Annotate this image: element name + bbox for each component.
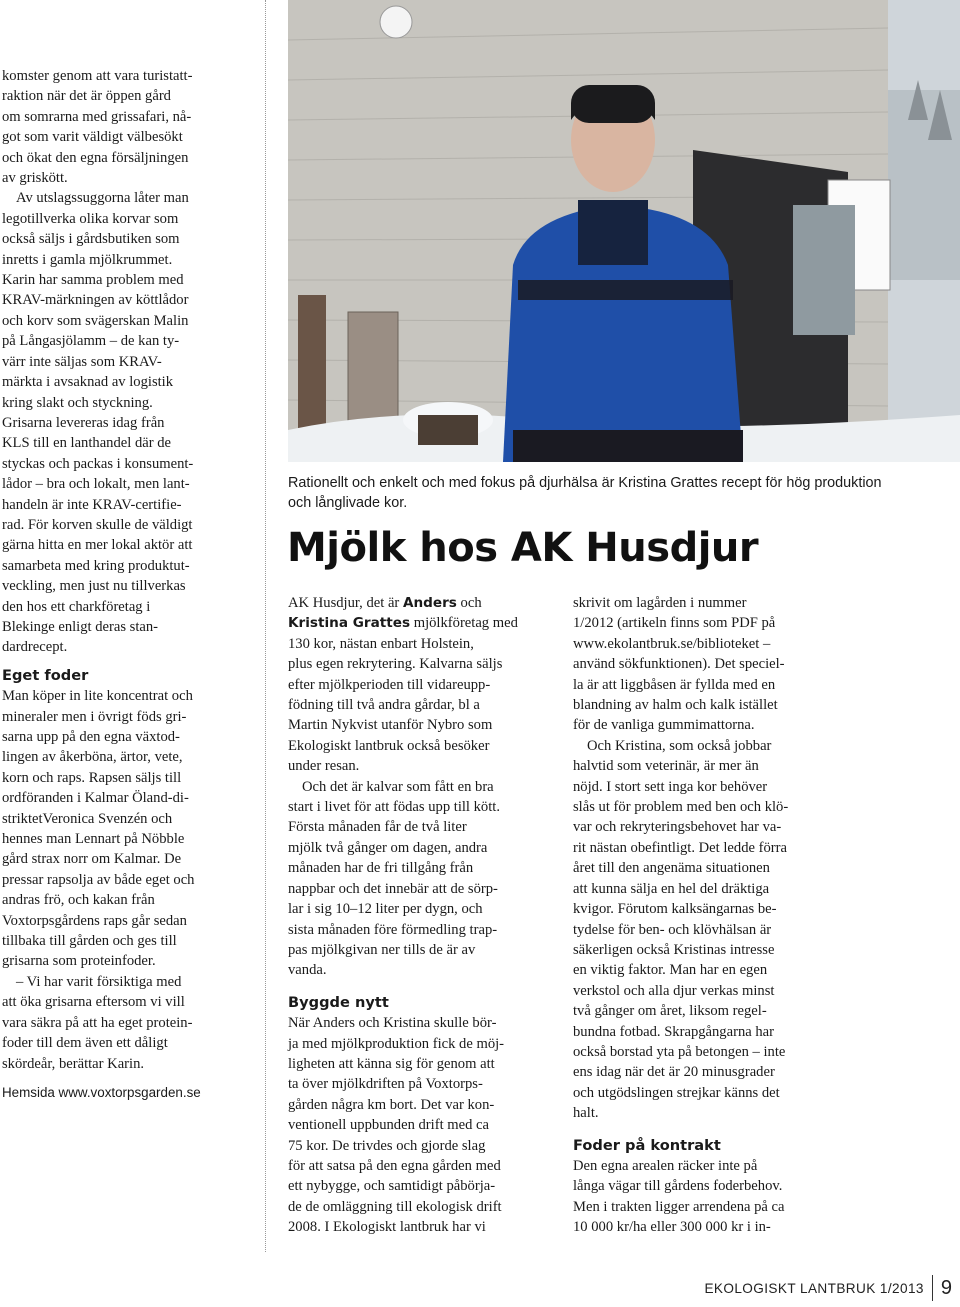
- right-paragraph-1: skrivit om lagården i nummer 1/2012 (artikeln finns som PDF på www.ekolantbruk.se/biblioteket – använd sökfunktionen). Det speciel- la är att liggbåsen är fyllda med en blandning av halm och kalk istället för de vanliga gummimattorna.: [573, 595, 785, 734]
- left-paragraph-2: Av utslagssuggorna låter man legotillverka olika korvar som också säljs i gårdsbutiken som inretts i gamla mjölkrummet. Karin har samma problem med KRAV-märkningen av köttlådor och korv som svägerskan Malin på Långasjölamm – de kan ty- värr inte säljas som KRAV- märkta i avsaknad av logistik kring slakt och styckning. Grisarna levereras idag från KLS till en lanthandel där de styckas och packas i konsument- lådor – bra och lokalt, men lant- handeln är inte KRAV-certifie- rad. För korven skulle de väldigt gärna hitta en mer lokal aktör att samarbeta med kring produktut- veckling, men just nu tillverkas den hos ett charkföretag i Blekinge enligt deras stan- dardrecept.: [2, 190, 194, 656]
- left-paragraph-4: – Vi har varit försiktiga med att öka grisarna eftersom vi vill vara säkra på att ha eget protein- foder till dem även ett dåligt skördeår, berättar Karin.: [2, 973, 193, 1072]
- caption-text: Rationellt och enkelt och med fokus på djurhälsa är Kristina Grattes recept för hög produktion och långlivade kor.: [288, 475, 882, 511]
- photo-caption: [288, 474, 938, 513]
- mid-p1-pre: AK Husdjur, det är: [288, 595, 403, 611]
- website-line: Hemsida www.voxtorpsgarden.se: [2, 1084, 201, 1100]
- left-paragraph-1: komster genom att vara turistatt- raktion när det är öppen gård om somrarna med grissafari, nå- got som varit väldigt välbesökt och ökat den egna försäljningen av griskött.: [2, 68, 193, 187]
- page-footer: [704, 1273, 952, 1303]
- right-column: [573, 593, 841, 1238]
- mid-p1-post: mjölkföretag med 130 kor, nästan enbart Holstein, plus egen rekrytering. Kalvarna säljs efter mjölkperioden till vidareupp- födning till två andra gårdar, bl a Martin Nykvist utanför Nybro som Ekologiskt lantbruk också besöker under resan.: [288, 615, 518, 775]
- mid-p1-mid: och: [460, 595, 482, 611]
- subheading-foder-pa-kontrakt: Foder på kontrakt: [573, 1136, 721, 1154]
- right-paragraph-3: Den egna arealen räcker inte på långa vägar till gårdens foderbehov. Men i trakten ligger arrendena på ca 10 000 kr/ha eller 300 000 kr i in-: [573, 1157, 785, 1236]
- footer-separator: [932, 1275, 933, 1301]
- publication-name: EKOLOGISKT LANTBRUK 1/2013: [704, 1280, 924, 1296]
- right-paragraph-2: Och Kristina, som också jobbar halvtid som veterinär, är mer än nöjd. I stort sett inga kor behöver slås ut för problem med ben och klö- var och rekryteringsbehovet har va- rit nästan obefintligt. Det ledde förra året till den angenäma situationen att kunna sälja en hel del dräktiga kvigor. Förutom kalksängarnas be- tydelse för ben- och klövhälsan är säkerligen också Kristinas intresse en viktig faktor. Man har en egen verkstol och alla djur verkas minst två gånger om året, liksom regel- bundna fotbad. Skrapgångarna har också borstad yta på betongen – inte ens idag när det är 20 minusgrader och utgödslingen strejkar känns det halt.: [573, 737, 789, 1122]
- name-kristina-grattes: Kristina Grattes: [288, 615, 411, 632]
- mid-paragraph-2: Och det är kalvar som fått en bra start i livet för att födas upp till kött. Första månaden får de två liter mjölk två gånger om dagen, andra månaden har de fri tillgång från nappbar och det innebär att de sörp- lar i sig 10–12 liter per dygn, och sista månaden före förmedling trap- pas mjölkgivan ner tills de är av vanda.: [288, 778, 500, 979]
- article-headline: Mjölk hos AK Husdjur: [287, 525, 759, 571]
- column-divider: [265, 0, 266, 1252]
- middle-column: [288, 593, 556, 1238]
- mid-paragraph-3: När Anders och Kristina skulle bör- ja med mjölkproduktion fick de möj- ligheten att känna sig för genom att ta över mjölkdriften på Voxtorps- gården några km bort. Det var kon- ventionell uppbunden drift med ca 75 kor. De trivdes och gjorde slag för att satsa på den egna gården med ett nybygge, och samtidigt påbörja- de de omläggning till ekologisk drift 2008. I Ekologiskt lantbruk har vi: [288, 1015, 505, 1236]
- name-anders: Anders: [402, 595, 457, 611]
- subheading-eget-foder: Eget foder: [2, 666, 89, 684]
- subheading-byggde-nytt: Byggde nytt: [288, 993, 389, 1011]
- left-paragraph-3: Man köper in lite koncentrat och mineraler men i övrigt föds gri- sarna upp på den egna växtod- lingen av åkerböna, ärtor, vete, korn och raps. Rapsen säljs till ordföranden i Kalmar Öland-di- striktetVeronica Svenzén och hennes man Lennart på Nöbble gård strax norr om Kalmar. De pressar rapsolja av både eget och andras frö, och kakan från Voxtorpsgårdens raps går sedan tillbaka till gården och ges till grisarna som proteinfoder.: [2, 688, 195, 970]
- page-number: 9: [940, 1276, 952, 1299]
- photo-kristina-grattes: [288, 0, 960, 462]
- photo-illustration: [288, 0, 960, 462]
- mid-paragraph-1: [288, 593, 556, 777]
- left-column: [2, 66, 254, 1103]
